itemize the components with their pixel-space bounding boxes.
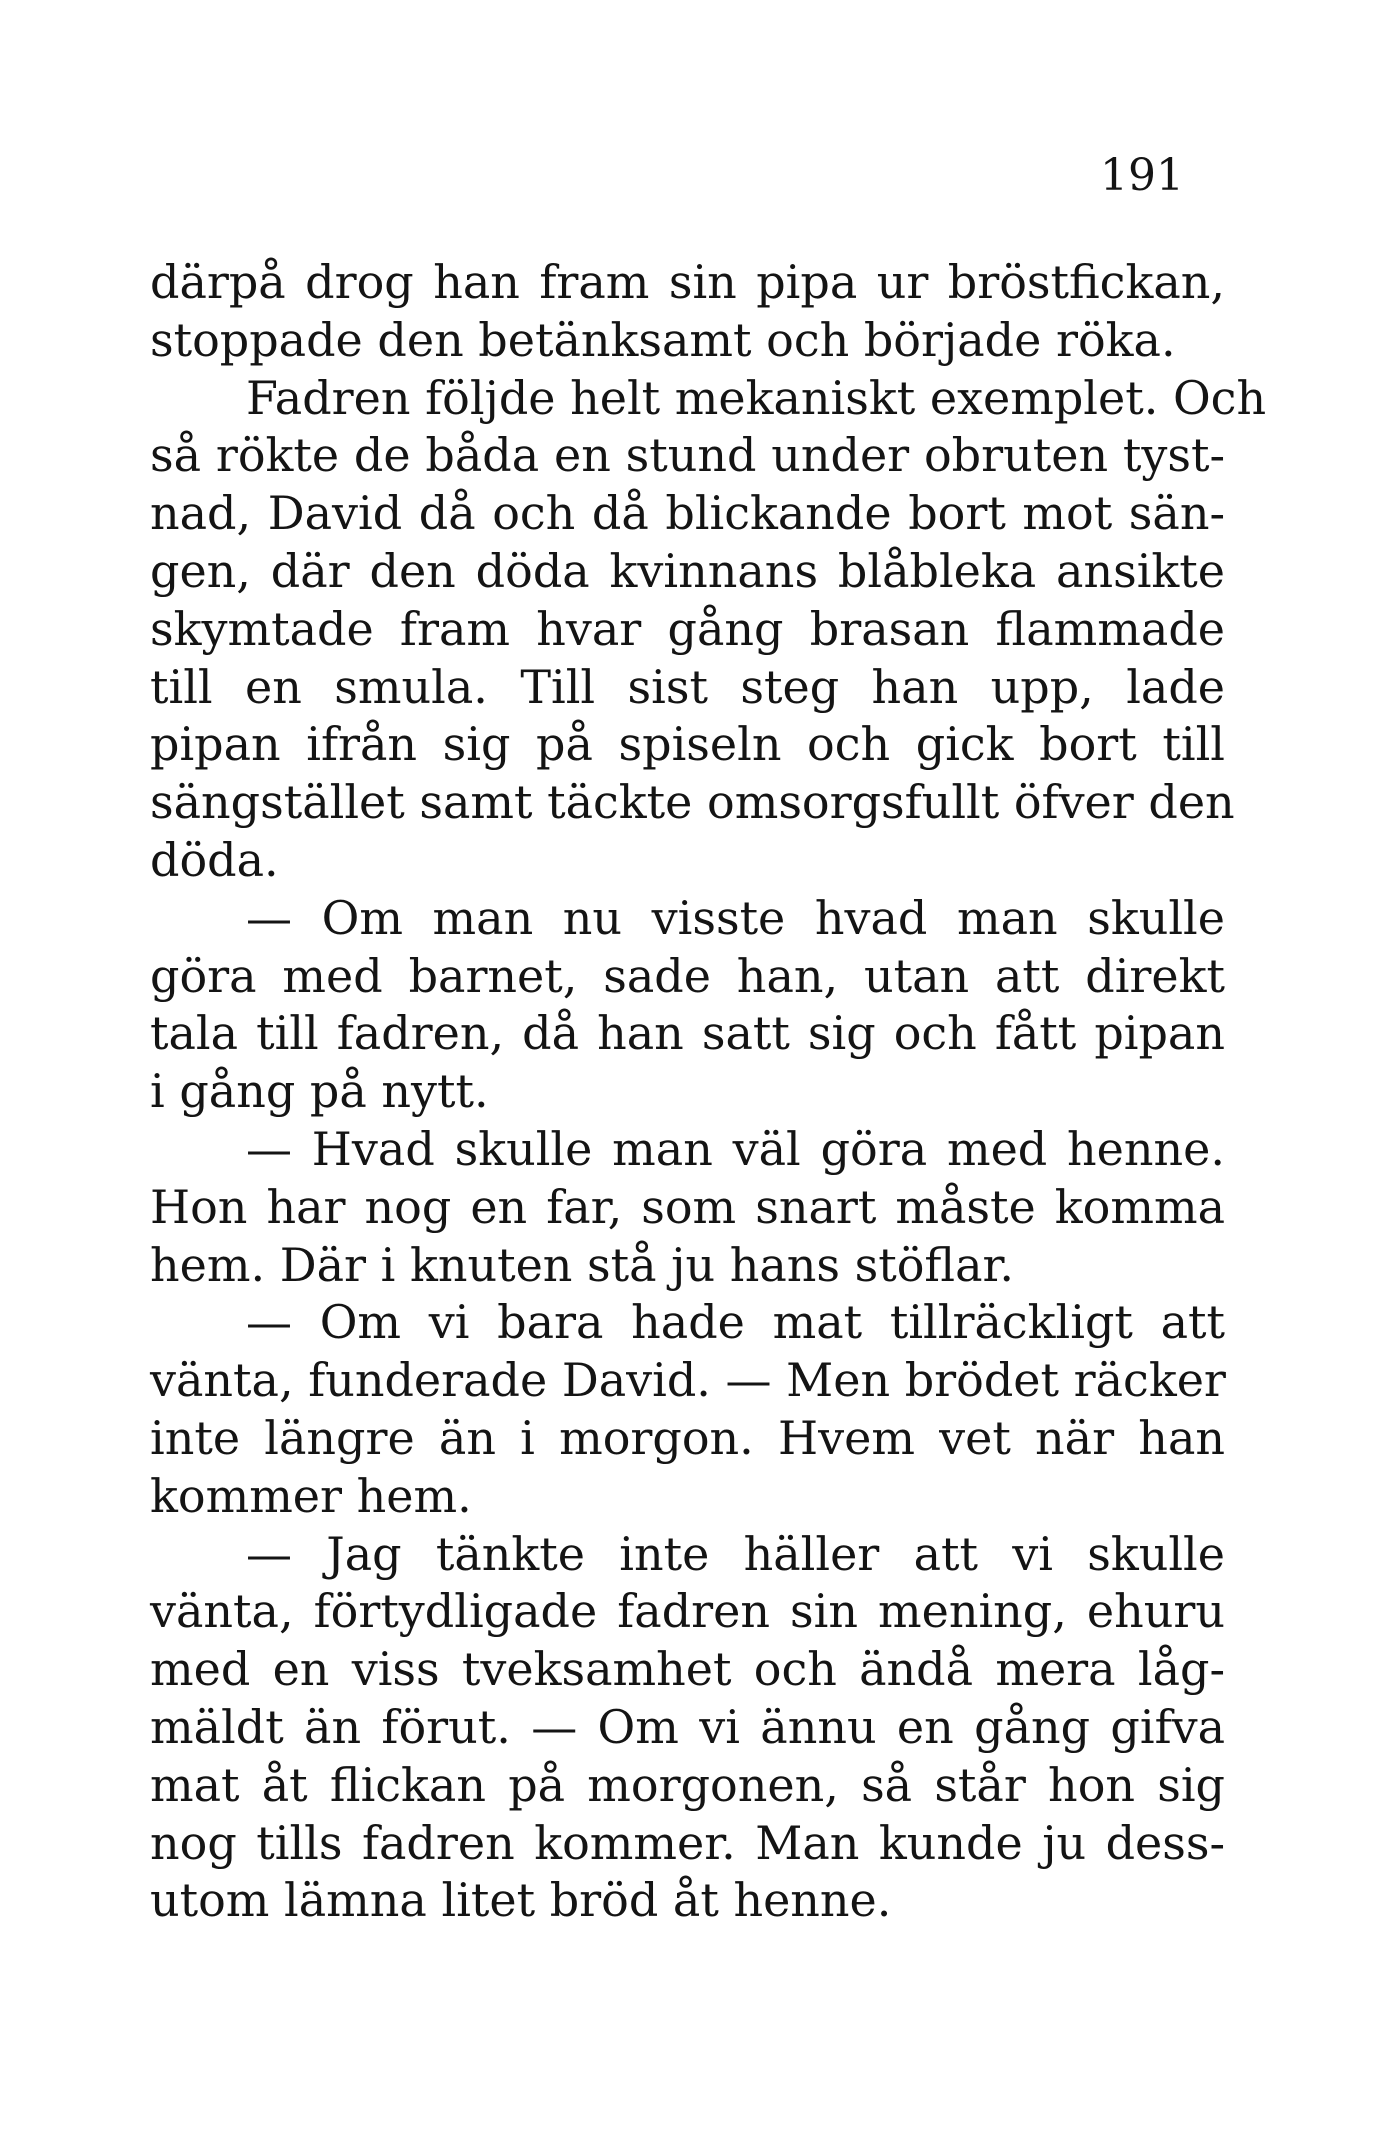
text-line: med en viss tveksamhet och ändå mera låg- bbox=[150, 1642, 1225, 1697]
text-line: skymtade fram hvar gång brasan flammade bbox=[150, 601, 1225, 656]
text-line: därpå drog han fram sin pipa ur bröstfickan, bbox=[150, 255, 1225, 309]
text-line: pipan ifrån sig på spiseln och gick bort till bbox=[150, 717, 1225, 772]
text-line: — Om man nu visste hvad man skulle bbox=[246, 890, 1225, 945]
text-line: kommer hem. bbox=[150, 1468, 472, 1523]
text-line: — Hvad skulle man väl göra med henne. bbox=[246, 1121, 1225, 1176]
text-line: så rökte de båda en stund under obruten tyst- bbox=[150, 428, 1225, 483]
text-line: nog tills fadren kommer. Man kunde ju dess- bbox=[150, 1815, 1225, 1870]
text-line: mäldt än förut. — Om vi ännu en gång gifva bbox=[150, 1699, 1225, 1754]
text-line: stoppade den betänksamt och började röka. bbox=[150, 312, 1176, 367]
text-line: tala till fadren, då han satt sig och fått pipan bbox=[150, 1006, 1225, 1061]
text-line: till en smula. Till sist steg han upp, lade bbox=[150, 659, 1225, 714]
page-number: 191 bbox=[1100, 150, 1184, 201]
text-line: mat åt flickan på morgonen, så står hon sig bbox=[150, 1757, 1225, 1812]
text-line: göra med barnet, sade han, utan att direkt bbox=[150, 948, 1225, 1003]
text-line: vänta, funderade David. — Men brödet räcker bbox=[150, 1353, 1226, 1408]
text-line: nad, David då och då blickande bort mot sän- bbox=[150, 486, 1225, 541]
text-line: utom lämna litet bröd åt henne. bbox=[150, 1873, 892, 1928]
text-line: Fadren följde helt mekaniskt exemplet. Och bbox=[246, 370, 1267, 425]
text-line: — Om vi bara hade mat tillräckligt att bbox=[246, 1295, 1225, 1350]
text-line: Hon har nog en far, som snart måste komma bbox=[150, 1179, 1225, 1234]
text-line: vänta, förtydligade fadren sin mening, ehuru bbox=[150, 1584, 1225, 1639]
text-line: döda. bbox=[150, 832, 279, 887]
text-line: sängstället samt täckte omsorgsfullt öfver den bbox=[150, 775, 1235, 830]
text-line: — Jag tänkte inte häller att vi skulle bbox=[246, 1526, 1225, 1581]
text-line: hem. Där i knuten stå ju hans stöflar. bbox=[150, 1237, 1015, 1292]
text-line: gen, där den döda kvinnans blåbleka ansikte bbox=[150, 543, 1225, 598]
body-text bbox=[150, 254, 1267, 1930]
text-line: inte längre än i morgon. Hvem vet när han bbox=[150, 1410, 1225, 1465]
text-line: i gång på nytt. bbox=[150, 1064, 489, 1119]
